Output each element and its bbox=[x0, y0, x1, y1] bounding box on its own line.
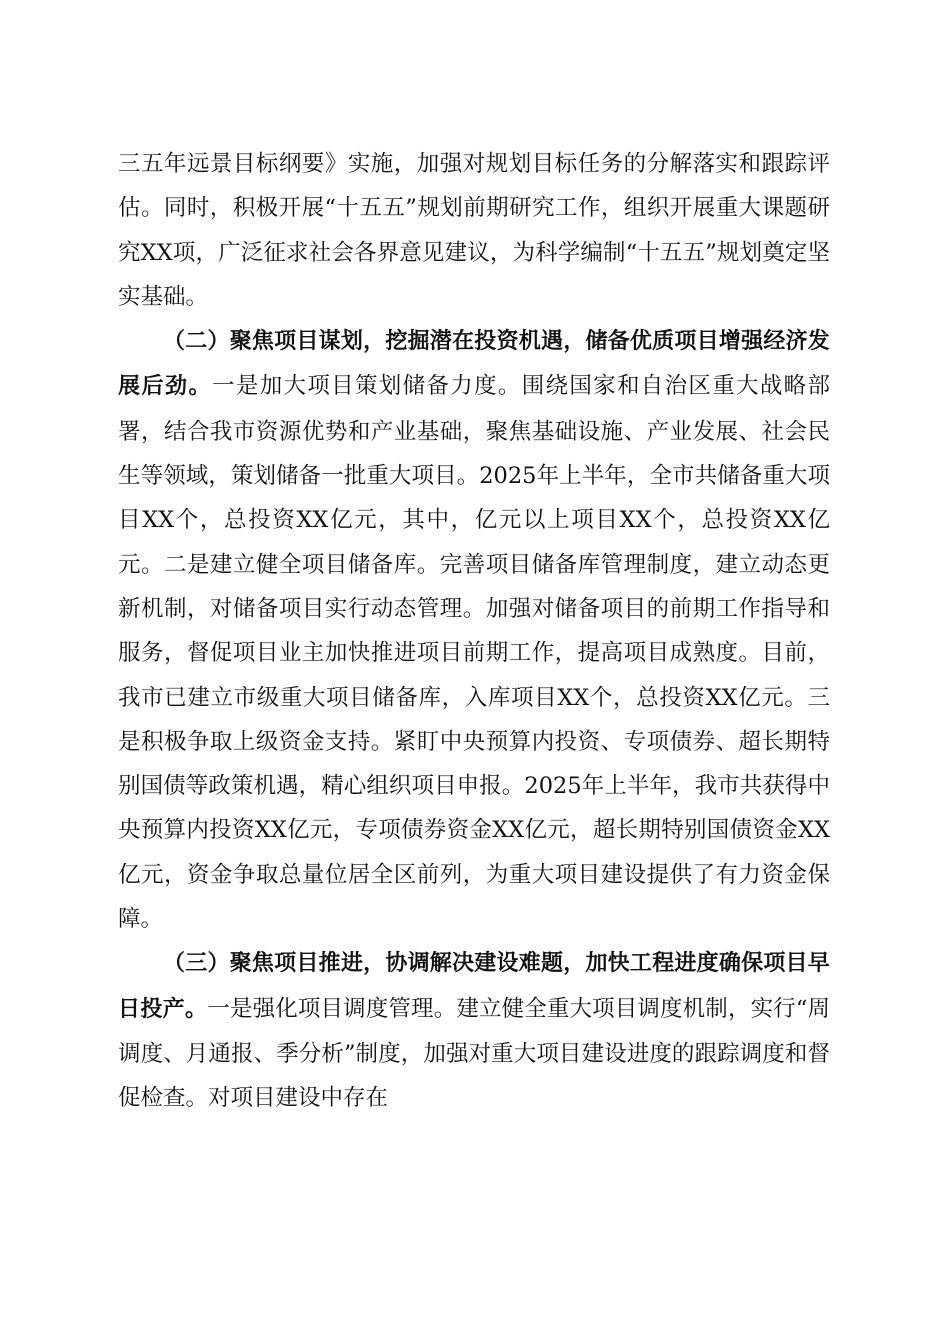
section-2-body: 一是加大项目策划储备力度。围绕国家和自治区重大战略部署，结合我市资源优势和产业基础，聚焦基础设施、产业发展、社会民生等领域，策划储备一批重大项目。2025年上半年，全市共储备重大项目XX个，总投资XX亿元，其中，亿元以上项目XX个，总投资XX亿元。二是建立健全项目储备库。完善项目储备库管理制度，建立动态更新机制，对储备项目实行动态管理。加强对储备项目的前期工作指导和服务，督促项目业主加快推进项目前期工作，提高项目成熟度。目前，我市已建立市级重大项目储备库，入库项目XX个，总投资XX亿元。三是积极争取上级资金支持。紧盯中央预算内投资、专项债券、超长期特别国债等政策机遇，精心组织项目申报。2025年上半年，我市共获得中央预算内投资XX亿元，专项债券资金XX亿元，超长期特别国债资金XX亿元，资金争取总量位居全区前列，为重大项目建设提供了有力资金保障。 bbox=[118, 373, 830, 933]
paragraph-continuation: 三五年远景目标纲要》实施，加强对规划目标任务的分解落实和跟踪评估。同时，积极开展“十五五”规划前期研究工作，组织开展重大课题研究XX项，广泛征求社会各界意见建议，为科学编制“十五五”规划奠定坚实基础。 bbox=[118, 151, 830, 310]
section-3-heading: （三）聚焦项目推进，协调解决建设难题，加快工程进度确保项目早日投产。 bbox=[118, 951, 830, 1022]
section-2-paragraph bbox=[118, 319, 830, 941]
section-3-body: 一是强化项目调度管理。建立健全重大项目调度机制，实行“周调度、月通报、季分析”制度，加强对重大项目建设进度的跟踪调度和督促检查。对项目建设中存在 bbox=[118, 995, 830, 1112]
section-3-paragraph bbox=[118, 941, 830, 1120]
section-2-heading: （二）聚焦项目谋划，挖掘潜在投资机遇，储备优质项目增强经济发展后劲。 bbox=[118, 329, 830, 400]
document-body bbox=[118, 142, 830, 1121]
